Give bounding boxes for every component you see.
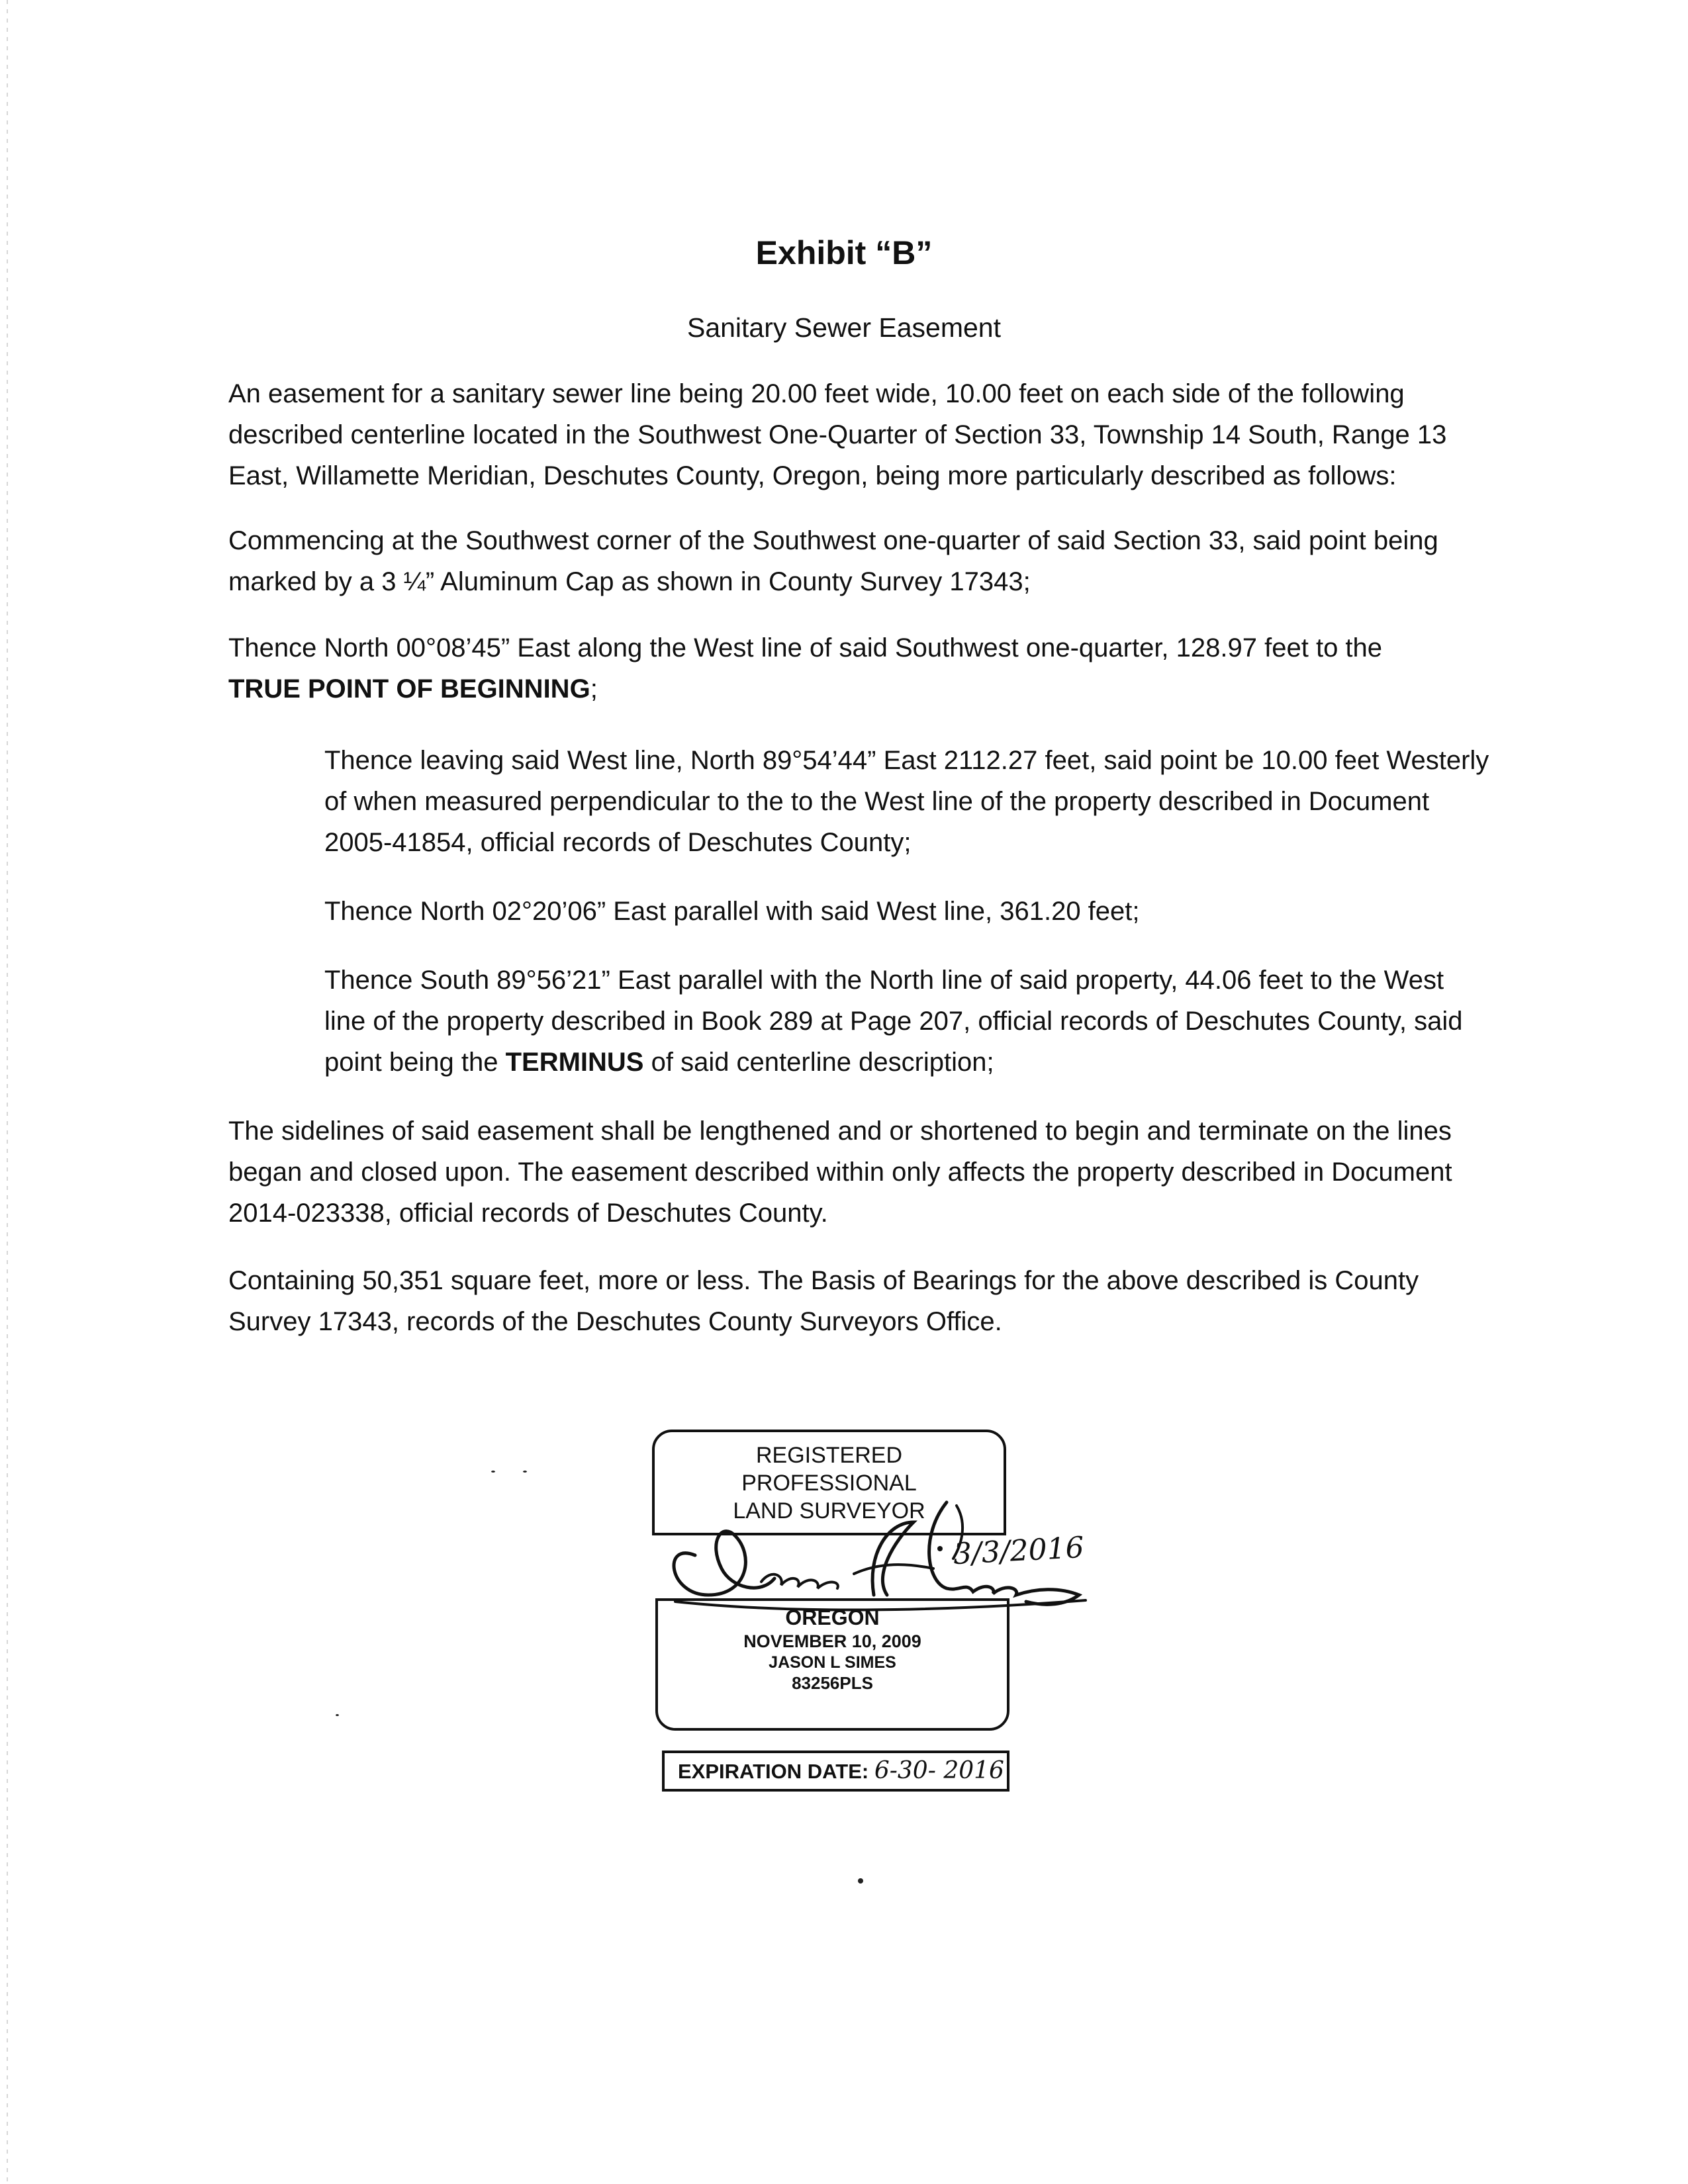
- seal-state: OREGON: [785, 1606, 880, 1629]
- seal-registration-date: NOVEMBER 10, 2009: [743, 1631, 921, 1651]
- expiration-date-value: 6-30- 2016: [874, 1757, 1004, 1784]
- scan-speck: [858, 1878, 863, 1884]
- containing-paragraph: Containing 50,351 square feet, more or less. The Basis of Bearings for the above described is County Survey 17343, records of the Deschutes County Surveyors Office.: [228, 1266, 1419, 1336]
- course-2-paragraph: Thence North 02°20’06” East parallel with said West line, 361.20 feet;: [324, 897, 1140, 926]
- seal-license-number: 83256PLS: [792, 1673, 873, 1693]
- scan-speck: [491, 1471, 495, 1473]
- true-point-suffix: ;: [590, 674, 598, 704]
- course-3-suffix: of said centerline description;: [651, 1048, 994, 1077]
- course-1-paragraph: Thence leaving said West line, North 89°54’44” East 2112.27 feet, said point be 10.00 feet Westerly of when measured perpendicular to the to the West line of the property described in Document 2005-41854, official records of Deschutes County;: [324, 746, 1489, 857]
- seal-line-registered: REGISTERED: [755, 1443, 903, 1468]
- seal-line-professional: PROFESSIONAL: [741, 1471, 917, 1496]
- true-point-of-beginning: TRUE POINT OF BEGINNING: [228, 674, 590, 704]
- course-3-text: Thence South 89°56’21” East parallel with the North line of said property, 44.06 feet to the West line of the property described in Book 289 at Page 207, official records of Deschutes County, said point being the: [324, 966, 1463, 1077]
- signature-date: 3/3/2016: [952, 1530, 1085, 1572]
- sidelines-paragraph: The sidelines of said easement shall be lengthened and or shortened to begin and terminate on the lines began and closed upon. The easement described within only affects the property described in Document 2014-023338, official records of Deschutes County.: [228, 1116, 1452, 1228]
- intro-paragraph: An easement for a sanitary sewer line being 20.00 feet wide, 10.00 feet on each side of the following described centerline located in the Southwest One-Quarter of Section 33, Township 14 South, Range 13 East, Willamette Meridian, Deschutes County, Oregon, being more particularly described as follows:: [228, 379, 1447, 490]
- exhibit-title: Exhibit “B”: [755, 234, 933, 271]
- thence-first-paragraph: [228, 627, 1483, 709]
- seal-surveyor-name: JASON L SIMES: [769, 1653, 896, 1672]
- terminus-label: TERMINUS: [505, 1048, 644, 1077]
- commencing-paragraph: Commencing at the Southwest corner of the Southwest one-quarter of said Section 33, said point being marked by a 3 ¼” Aluminum Cap as shown in County Survey 17343;: [228, 526, 1438, 596]
- seal-line-land-surveyor: LAND SURVEYOR: [733, 1498, 925, 1524]
- course-3-paragraph: [324, 960, 1489, 1083]
- scan-speck: [523, 1471, 527, 1473]
- expiration-label: EXPIRATION DATE:: [678, 1760, 869, 1783]
- scan-speck: [336, 1714, 339, 1716]
- exhibit-subtitle: Sanitary Sewer Easement: [686, 312, 1001, 343]
- thence-first-text: Thence North 00°08’45” East along the West line of said Southwest one-quarter, 128.97 feet to the: [228, 633, 1383, 662]
- expiration-box: [662, 1751, 1009, 1792]
